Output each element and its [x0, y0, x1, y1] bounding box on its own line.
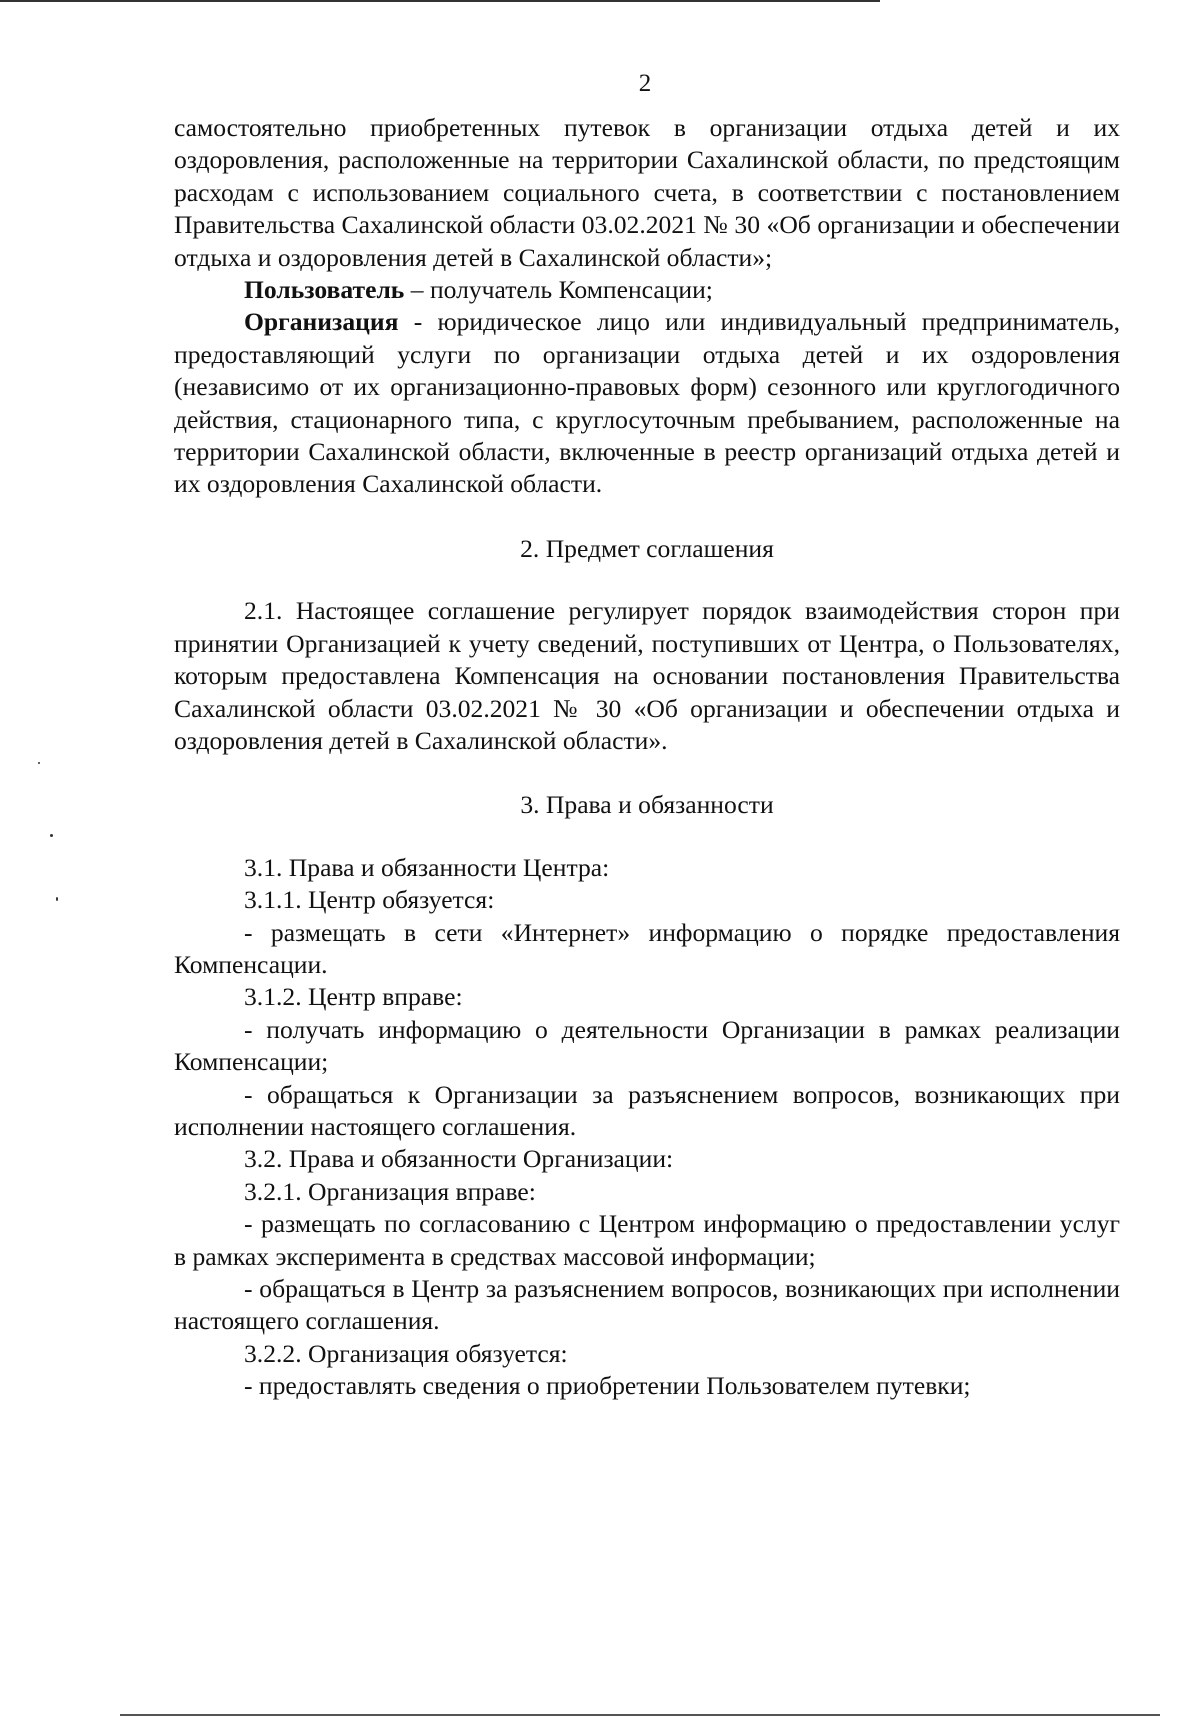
- scan-edge-top: [0, 0, 880, 2]
- section-heading-2: 2. Предмет соглашения: [520, 533, 774, 563]
- scan-speck: [38, 762, 40, 764]
- term-organization: Организация: [244, 307, 399, 337]
- document-body: [174, 112, 1120, 1403]
- definition-user: [174, 274, 1120, 306]
- section-heading-3: 3. Права и обязанности: [520, 790, 774, 820]
- paragraph-intro: самостоятельно приобретенных путевок в организации отдыха детей и их оздоровления, расположенные на территории Сахалинской области, по предстоящим расходам с использованием социального счета, в соответствии с постановлением Правительства Сахалинской области 03.02.2021 № 30 «Об организации и обеспечении отдыха и оздоровления детей в Сахалинской области»;: [174, 113, 1120, 272]
- paragraph-3-1: 3.1. Права и обязанности Центра:: [244, 852, 610, 882]
- list-item: - предоставлять сведения о приобретении Пользователем путевки;: [244, 1371, 971, 1401]
- page-number: 2: [638, 70, 652, 97]
- list-item: - получать информацию о деятельности Организации в рамках реализации Компенсации;: [174, 1014, 1120, 1077]
- paragraph-2-1: 2.1. Настоящее соглашение регулирует порядок взаимодействия сторон при принятии Организацией к учету сведений, поступивших от Центра, о Пользователях, которым предоставлена Компенсация на основании постановления Правительства Сахалинской области 03.02.2021 № 30 «Об организации и обеспечении отдыха и оздоровления детей в Сахалинской области».: [174, 596, 1120, 755]
- scan-speck: [50, 834, 53, 837]
- list-item: - размещать в сети «Интернет» информацию о порядке предоставления Компенсации.: [174, 917, 1120, 979]
- scan-speck: [56, 897, 58, 901]
- paragraph-3-2-2: 3.2.2. Организация обязуется:: [244, 1338, 568, 1368]
- list-item: - обращаться в Центр за разъяснением вопросов, возникающих при исполнении настоящего соглашения.: [174, 1274, 1120, 1336]
- paragraph-3-1-1: 3.1.1. Центр обязуется:: [244, 885, 495, 915]
- definition-organization: [174, 306, 1120, 500]
- paragraph-3-1-2: 3.1.2. Центр вправе:: [244, 982, 463, 1012]
- list-item: - размещать по согласованию с Центром информацию о предоставлении услуг в рамках эксперимента в средствах массовой информации;: [174, 1209, 1120, 1271]
- definition-organization-text: - юридическое лицо или индивидуальный предприниматель, предоставляющий услуги по организации отдыха детей и их оздоровления (независимо от их организационно-правовых форм) сезонного или круглогодичного действия, стационарного типа, с круглосуточным пребыванием, расположенные на территории Сахалинской области, включенные в реестр организаций отдыха детей и их оздоровления Сахалинской области.: [174, 307, 1120, 499]
- paragraph-3-2-1: 3.2.1. Организация вправе:: [244, 1176, 536, 1206]
- list-item: - обращаться к Организации за разъяснением вопросов, возникающих при исполнении настоящего соглашения.: [174, 1079, 1120, 1141]
- definition-user-text: – получатель Компенсации;: [404, 275, 713, 305]
- paragraph-3-2: 3.2. Права и обязанности Организации:: [244, 1144, 674, 1174]
- term-user: Пользователь: [244, 275, 405, 305]
